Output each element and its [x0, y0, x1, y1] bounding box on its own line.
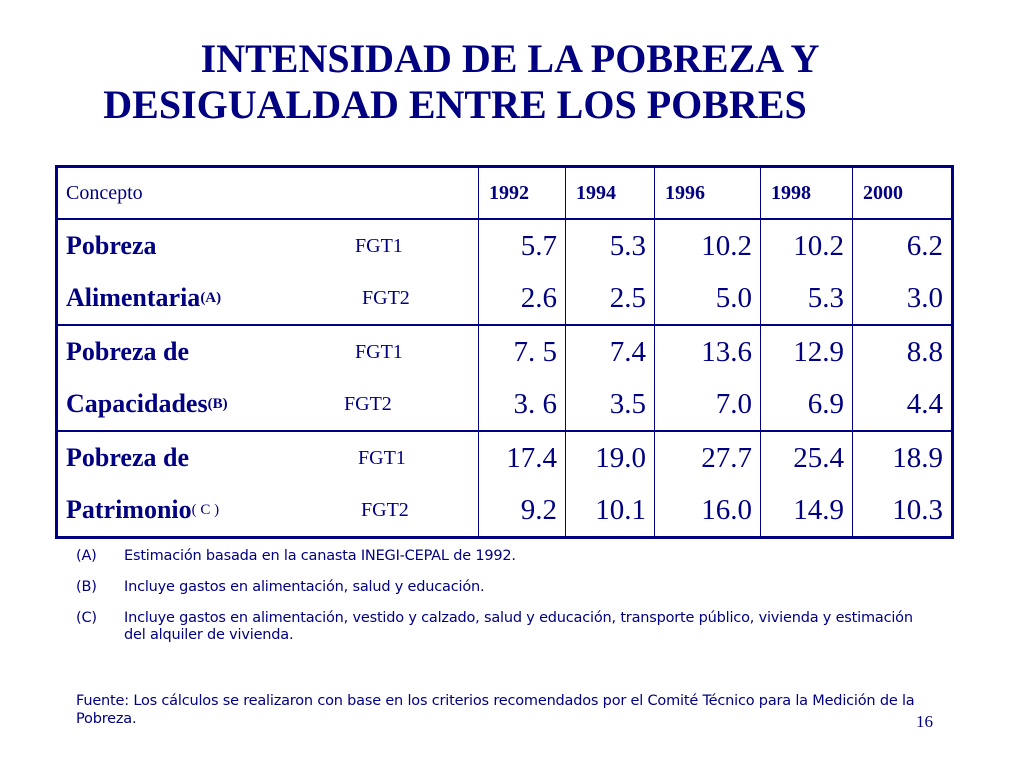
value-cell: 6.2 3.0	[853, 219, 953, 325]
metric-label: FGT2	[361, 498, 409, 521]
row-label-line-2: Patrimonio	[66, 495, 192, 524]
row-label-line-1: Pobreza de	[66, 337, 189, 366]
row-label-line-1: Pobreza de	[66, 443, 189, 472]
footnote-c	[76, 610, 936, 644]
page-number: 16	[916, 712, 933, 731]
value-cell: 5.3 2.5	[566, 219, 655, 325]
row-label-line-2: Alimentaria	[66, 283, 201, 312]
metric-label: FGT1	[355, 340, 403, 363]
footnote-text: Incluye gastos en alimentación, vestido y calzado, salud y educación, transporte público, vivienda y estimación del alquiler de vivienda.	[124, 610, 913, 643]
value-cell: 8.8 4.4	[853, 325, 953, 431]
row-label	[57, 325, 479, 431]
year-header: 1996	[655, 167, 761, 220]
footnote-ref: (B)	[207, 395, 228, 412]
footnotes	[76, 548, 936, 658]
table-row-pobreza-patrimonio	[57, 431, 953, 538]
row-label-line-1: Pobreza	[66, 231, 157, 260]
row-label-line-2: Capacidades	[66, 389, 208, 418]
row-label	[57, 431, 479, 538]
value-cell: 13.6 7.0	[655, 325, 761, 431]
metric-label: FGT1	[355, 234, 403, 257]
year-header: 1994	[566, 167, 655, 220]
footnote-text: Incluye gastos en alimentación, salud y educación.	[124, 579, 485, 595]
value-cell: 7. 5 3. 6	[479, 325, 566, 431]
year-header: 1998	[761, 167, 853, 220]
row-label	[57, 219, 479, 325]
value-cell: 18.9 10.3	[853, 431, 953, 538]
title-line-1: INTENSIDAD DE LA POBREZA Y	[200, 36, 820, 81]
table-row-pobreza-capacidades	[57, 325, 953, 431]
table-row-pobreza-alimentaria	[57, 219, 953, 325]
value-cell: 12.9 6.9	[761, 325, 853, 431]
footnote-ref: ( C )	[191, 501, 220, 518]
metric-label: FGT1	[358, 446, 406, 469]
title-line-2: DESIGUALDAD ENTRE LOS POBRES	[103, 82, 807, 127]
year-header: 2000	[853, 167, 953, 220]
footnote-text: Estimación basada en la canasta INEGI-CEPAL de 1992.	[124, 548, 516, 564]
table-header-row	[57, 167, 953, 220]
year-header: 1992	[479, 167, 566, 220]
value-cell: 25.4 14.9	[761, 431, 853, 538]
poverty-table	[55, 165, 954, 539]
footnote-b	[76, 579, 936, 596]
footnote-ref: (A)	[200, 289, 222, 306]
metric-label: FGT2	[362, 286, 410, 309]
footnote-label: (A)	[76, 548, 97, 564]
value-cell: 5.7 2.6	[479, 219, 566, 325]
metric-label: FGT2	[344, 392, 392, 415]
source-note: Fuente: Los cálculos se realizaron con base en los criterios recomendados por el Comité Técnico para la Medición de la Pobreza.	[76, 693, 915, 727]
footnote-a	[76, 548, 936, 565]
value-cell: 10.2 5.0	[655, 219, 761, 325]
value-cell: 7.4 3.5	[566, 325, 655, 431]
footnote-label: (B)	[76, 579, 97, 595]
concept-header: Concepto	[57, 167, 479, 220]
footnote-label: (C)	[76, 610, 97, 626]
slide-title	[60, 36, 960, 128]
value-cell: 10.2 5.3	[761, 219, 853, 325]
value-cell: 27.7 16.0	[655, 431, 761, 538]
value-cell: 17.4 9.2	[479, 431, 566, 538]
value-cell: 19.0 10.1	[566, 431, 655, 538]
